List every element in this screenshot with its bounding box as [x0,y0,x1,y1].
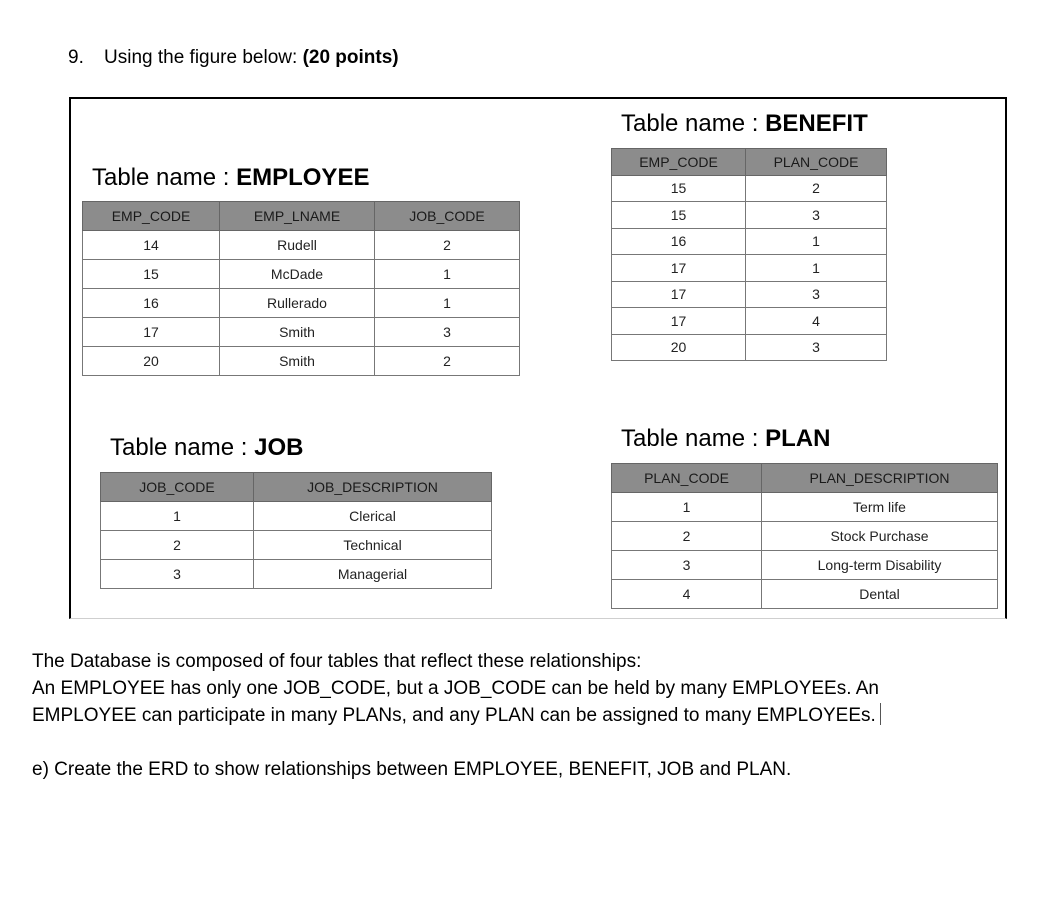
table-cell: McDade [220,260,375,289]
table-cell: 16 [83,289,220,318]
table-cell: 15 [612,202,746,229]
table-row [612,175,887,202]
table-cell: 20 [612,334,746,361]
table-row [612,255,887,282]
benefit-table-title [621,110,868,138]
table-cell: Rudell [220,231,375,260]
question-heading [68,47,399,69]
table-cell: Stock Purchase [762,522,998,551]
table-cell: 17 [612,281,746,308]
table-cell: Managerial [254,560,492,589]
table-cell: Long-term Disability [762,551,998,580]
table-cell: 1 [612,493,762,522]
column-header: PLAN_CODE [612,464,762,493]
relationship-job: An EMPLOYEE has only one JOB_CODE, but a JOB_CODE can be held by many EMPLOYEEs. An [32,678,879,699]
table-cell: 1 [746,228,887,255]
table-row [612,580,998,609]
table-cell: 4 [612,580,762,609]
column-header: EMP_CODE [83,202,220,231]
table-cell: 14 [83,231,220,260]
column-header: PLAN_DESCRIPTION [762,464,998,493]
table-cell: 17 [612,255,746,282]
table-cell: Dental [762,580,998,609]
table-cell: 4 [746,308,887,335]
employee-table-title [92,164,369,192]
column-header: PLAN_CODE [746,149,887,176]
table-cell: 1 [375,289,520,318]
question-text: Using the figure below: [104,47,303,68]
column-header: JOB_CODE [101,473,254,502]
table-cell: 2 [375,231,520,260]
table-cell: 1 [101,502,254,531]
question-points: (20 points) [302,47,399,68]
table-row [612,334,887,361]
table-cell: 20 [83,347,220,376]
table-row [612,202,887,229]
table-row [101,560,492,589]
benefit-table-name: BENEFIT [765,110,868,137]
column-header: EMP_CODE [612,149,746,176]
employee-table-name: EMPLOYEE [236,164,370,191]
table-row [83,318,520,347]
table-cell: Smith [220,347,375,376]
table-cell: 15 [83,260,220,289]
plan-table-title [621,425,830,453]
question-body [32,648,1032,783]
table-row [83,289,520,318]
plan-table [611,463,998,609]
question-e: e) Create the ERD to show relationships between EMPLOYEE, BENEFIT, JOB and PLAN. [32,759,792,780]
table-header-row [83,202,520,231]
benefit-table [611,148,887,361]
paragraph-gap [32,729,1032,756]
table-label-prefix: Table name : [92,164,237,191]
table-cell: 2 [612,522,762,551]
table-row [612,281,887,308]
question-number: 9. [68,47,84,68]
table-cell: 3 [746,334,887,361]
table-row [612,493,998,522]
table-cell: Term life [762,493,998,522]
table-header-row [612,149,887,176]
table-label-prefix: Table name : [621,425,766,452]
job-table-title [110,434,303,462]
table-cell: 1 [375,260,520,289]
job-table [100,472,492,589]
table-cell: 1 [746,255,887,282]
table-cell: 3 [375,318,520,347]
employee-table [82,201,520,376]
table-cell: 2 [101,531,254,560]
table-row [101,531,492,560]
column-header: JOB_DESCRIPTION [254,473,492,502]
table-cell: 2 [375,347,520,376]
column-header: EMP_LNAME [220,202,375,231]
text-cursor [880,703,881,725]
job-table-name: JOB [254,434,304,461]
table-cell: 3 [101,560,254,589]
table-cell: Rullerado [220,289,375,318]
plan-table-name: PLAN [765,425,831,452]
table-header-row [612,464,998,493]
table-row [612,228,887,255]
relationship-plan-line [32,702,1032,729]
table-row [83,347,520,376]
table-label-prefix: Table name : [110,434,255,461]
table-row [83,260,520,289]
table-cell: 17 [612,308,746,335]
table-cell: Clerical [254,502,492,531]
table-row [612,308,887,335]
column-header: JOB_CODE [375,202,520,231]
table-cell: Technical [254,531,492,560]
table-cell: 16 [612,228,746,255]
table-cell: 3 [746,281,887,308]
table-cell: 15 [612,175,746,202]
table-row [612,551,998,580]
table-cell: 3 [746,202,887,229]
table-cell: 2 [746,175,887,202]
relationship-intro: The Database is composed of four tables that reflect these relationships: [32,651,642,672]
table-row [612,522,998,551]
table-cell: Smith [220,318,375,347]
table-label-prefix: Table name : [621,110,766,137]
table-cell: 3 [612,551,762,580]
table-row [83,231,520,260]
table-row [101,502,492,531]
table-cell: 17 [83,318,220,347]
table-header-row [101,473,492,502]
relationship-plan: EMPLOYEE can participate in many PLANs, and any PLAN can be assigned to many EMPLOYEEs. [32,705,876,726]
